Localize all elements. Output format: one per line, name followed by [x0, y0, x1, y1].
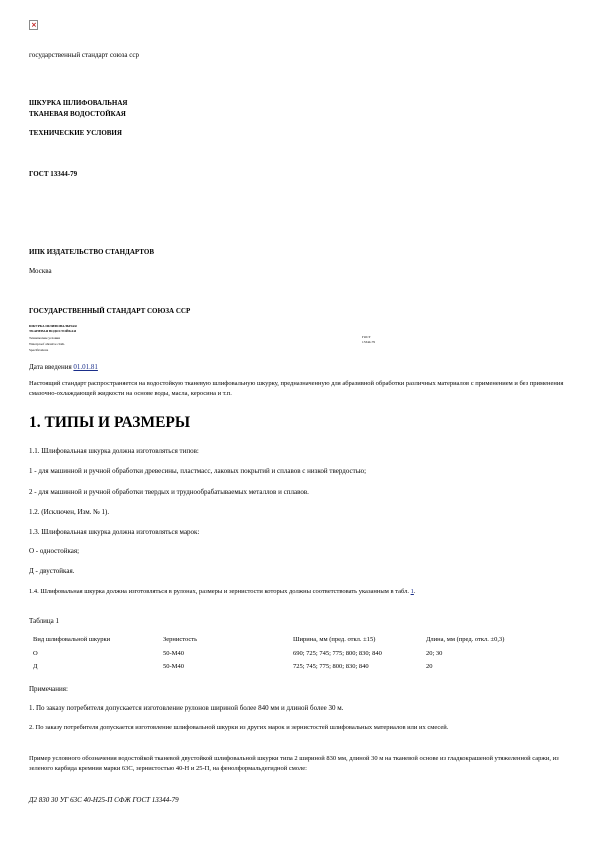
- paragraph-type-2: 2 - для машинной и ручной обработки твердых и труднообрабатываемых металлов и сплавов.: [29, 488, 309, 496]
- small-title-line1: ШКУРКА ШЛИФОВАЛЬНАЯ: [29, 324, 77, 328]
- table-cell: 725; 745; 775; 800; 830; 840: [293, 663, 369, 670]
- paragraph-type-1: 1 - для машинной и ручной обработки древесины, пластмасс, лаковых покрытий и сплавов с низкой твердостью;: [29, 467, 367, 475]
- section-title: 1. ТИПЫ И РАЗМЕРЫ: [29, 414, 191, 431]
- paragraph-1-4: [29, 587, 569, 597]
- note-2: 2. По заказу потребителя допускается изготовление шлифовальной шкурки из других марок и зернистостей шлифовальных материалов или их смесей.: [29, 724, 449, 731]
- paragraph-1-4-text: 1.4. Шлифовальная шкурка должна изготовляться в рулонах, размеры и зернистости которых должны соответствовать указанным в табл.: [29, 588, 409, 595]
- table-header-cell: Вид шлифовальной шкурки: [33, 636, 111, 643]
- cover-title-line1: ШКУРКА ШЛИФОВАЛЬНАЯ: [29, 99, 128, 107]
- standard-heading: ГОСУДАРСТВЕННЫЙ СТАНДАРТ СОЮЗА ССР: [29, 307, 191, 315]
- paragraph-1-4-end: .: [413, 588, 416, 595]
- small-gost-number: 13344-79: [362, 340, 375, 344]
- paragraph-1-3: 1.3. Шлифовальная шкурка должна изготовляться марок:: [29, 528, 200, 536]
- cover-gost-number: ГОСТ 13344-79: [29, 170, 78, 178]
- intro-date-line: [29, 363, 98, 372]
- paragraph-1-1: 1.1. Шлифовальная шкурка должна изготовляться типов:: [29, 447, 199, 455]
- small-gost-label: ГОСТ: [362, 335, 371, 339]
- table-header-cell: Ширина, мм (пред. откл. ±15): [293, 636, 376, 643]
- table-header-cell: Зернистость: [163, 636, 198, 643]
- paragraph-grade-o: О - одностойкая;: [29, 547, 80, 555]
- small-title-line2: ТКАНЕВАЯ ВОДОСТОЙКАЯ: [29, 329, 76, 333]
- table-cell: 20: [426, 663, 433, 670]
- designation-example: Пример условного обозначения водостойкой тканевой двустойкой шлифовальной шкурки типа 2 шириной 830 мм, длиной 30 м на тканевой основе из гладкокрашеной утяжеленной саржи, из зеленого карбида кремния марки 63С, зернистостью 40-Н и 25-П, на фенолформальдегидной смоле:: [29, 755, 559, 772]
- small-title-line5: Specifications: [29, 348, 49, 352]
- cover-header: государственный стандарт союза сср: [29, 51, 140, 59]
- paragraph-grade-d: Д - двустойкая.: [29, 567, 75, 575]
- cover-title-line2: ТКАНЕВАЯ ВОДОСТОЙКАЯ: [29, 110, 126, 118]
- table-cell: Д: [33, 663, 38, 670]
- cover-publisher: ИПК ИЗДАТЕЛЬСТВО СТАНДАРТОВ: [29, 248, 154, 256]
- table-caption: Таблица 1: [29, 617, 59, 625]
- intro-paragraph: Настоящий стандарт распространяется на водостойкую тканевую шлифовальную шкурку, предназначенную для абразивной обработки различных материалов с применением и без применения смазочно-охлаждающей жидкости на основе воды, масла, керосина и т.п.: [29, 380, 564, 397]
- table-cell: 50-М40: [163, 650, 184, 657]
- table-cell: 50-М40: [163, 663, 184, 670]
- notes-title: Примечания:: [29, 685, 68, 693]
- small-title-line4: Waterproof abrasive cloth.: [29, 342, 65, 346]
- designation-code: Д2 830 30 УГ 63С 40-Н25-П СФЖ ГОСТ 13344-79: [29, 796, 179, 804]
- note-1: 1. По заказу потребителя допускается изготовление рулонов шириной более 840 мм и длиной более 30 м.: [29, 704, 344, 712]
- table-1-link[interactable]: 1: [410, 588, 414, 595]
- cover-city: Москва: [29, 267, 52, 275]
- cover-subtitle: ТЕХНИЧЕСКИЕ УСЛОВИЯ: [29, 129, 122, 137]
- broken-image-icon: ×: [31, 21, 37, 29]
- small-title-line3: Технические условия: [29, 336, 60, 340]
- intro-date-link[interactable]: 01.01.81: [73, 363, 98, 371]
- intro-date-label: Дата введения: [29, 363, 72, 371]
- paragraph-1-2: 1.2. (Исключен, Изм. № 1).: [29, 508, 110, 516]
- table-header-cell: Длина, мм (пред. откл. ±0,3): [426, 636, 505, 643]
- table-cell: 690; 725; 745; 775; 800; 830; 840: [293, 650, 382, 657]
- table-cell: О: [33, 650, 38, 657]
- table-cell: 20; 30: [426, 650, 443, 657]
